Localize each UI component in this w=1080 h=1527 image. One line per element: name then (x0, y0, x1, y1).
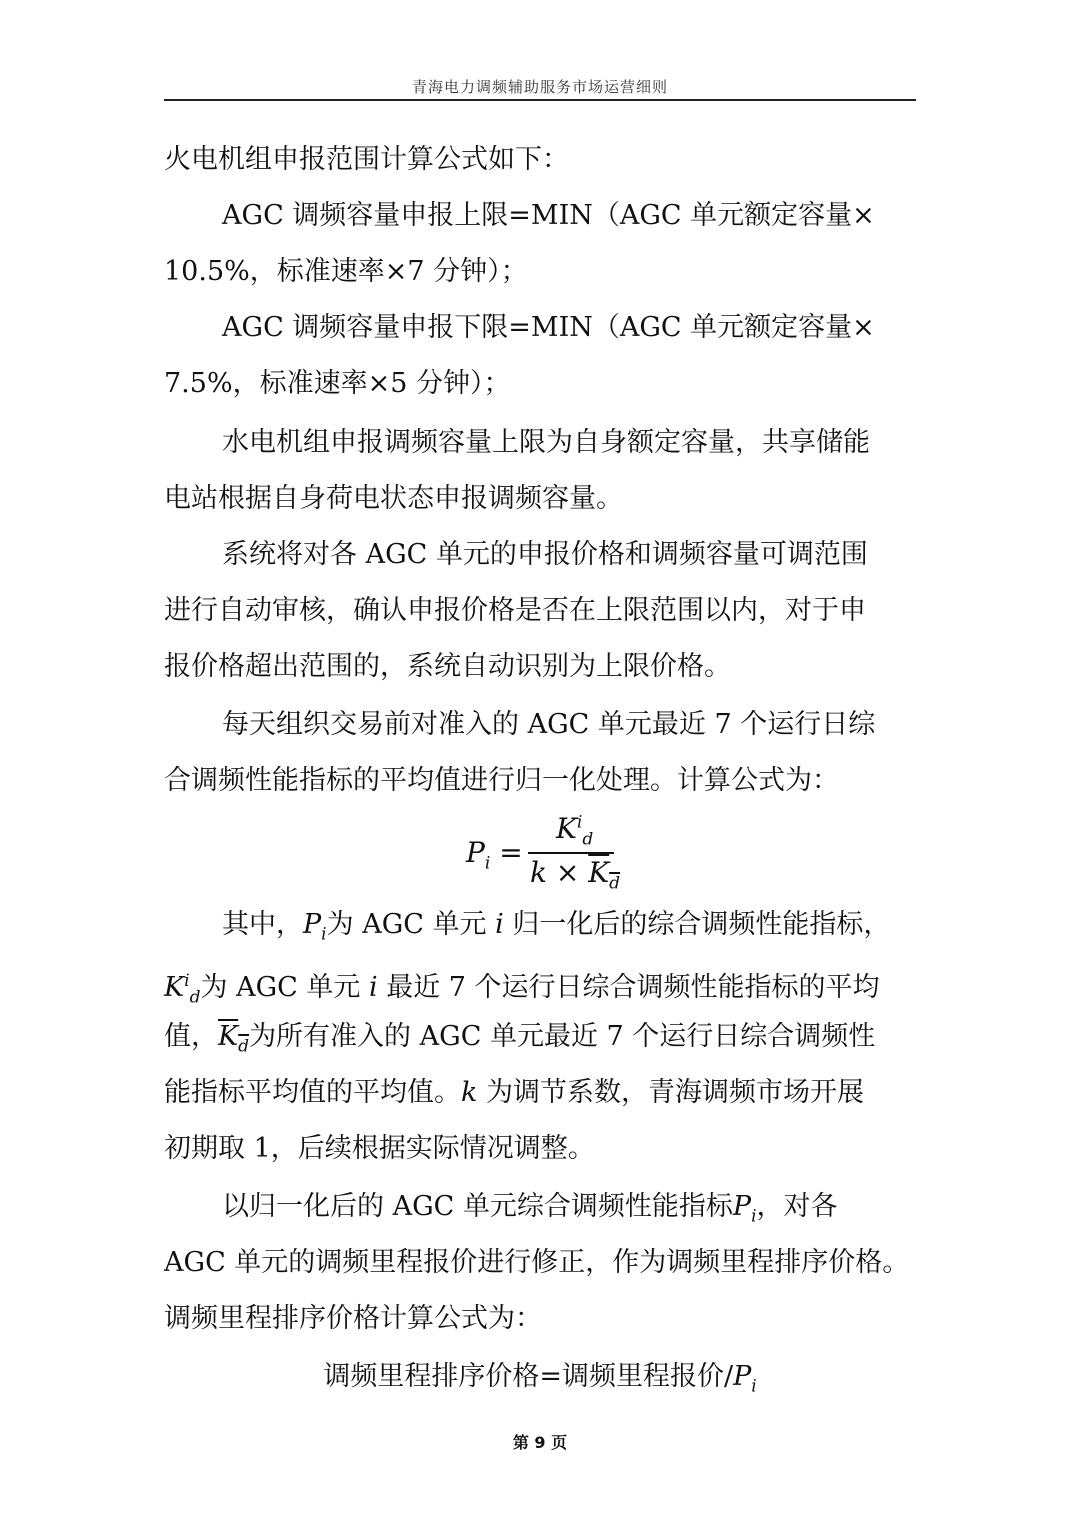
formula-lhs: $P_i$ = (466, 836, 523, 874)
paragraph-line: 能指标平均值的平均值。k 为调节系数，青海调频市场开展 (164, 1077, 864, 1108)
formula-numerator: $K^i_d$ (556, 812, 594, 850)
paragraph-line: 调频里程排序价格计算公式为： (164, 1303, 542, 1334)
paragraph-line: 其中，$P_i$为 AGC 单元 i 归一化后的综合调频性能指标， (222, 909, 891, 945)
paragraph-line: 进行自动审核，确认申报价格是否在上限范围以内，对于申 (164, 595, 866, 626)
paragraph-line: 7.5%，标准速率×5 分钟）； (164, 368, 511, 399)
paragraph-line: 合调频性能指标的平均值进行归一化处理。计算公式为： (164, 765, 839, 796)
paragraph-line: $K^i_d$为 AGC 单元 i 最近 7 个运行日综合调频性能指标的平均 (164, 971, 880, 1008)
paragraph-line: 以归一化后的 AGC 单元综合调频性能指标$P_i$，对各 (222, 1191, 838, 1227)
paragraph-line: 10.5%，标准速率×7 分钟）； (164, 256, 528, 287)
paragraph-line: 水电机组申报调频容量上限为自身额定容量，共享储能 (222, 427, 870, 458)
paragraph-line: 系统将对各 AGC 单元的申报价格和调频容量可调范围 (222, 539, 868, 570)
header-rule (164, 99, 916, 101)
page-header-title: 青海电力调频辅助服务市场运营细则 (411, 78, 668, 96)
paragraph-line: 初期取 1，后续根据实际情况调整。 (164, 1133, 595, 1164)
paragraph-line: 值，$K_d$为所有准入的 AGC 单元最近 7 个运行日综合调频性 (164, 1021, 876, 1057)
paragraph-line: 电站根据自身荷电状态申报调频容量。 (164, 483, 623, 514)
fraction-bar (528, 852, 614, 854)
paragraph-line: 报价格超出范围的，系统自动识别为上限价格。 (164, 651, 731, 682)
ranking-price-formula: 调频里程排序价格=调频里程报价$/P_i$ (323, 1361, 757, 1397)
normalization-formula (0, 812, 1080, 892)
paragraph-line: AGC 调频容量申报下限=MIN（AGC 单元额定容量× (222, 312, 875, 343)
paragraph-line: AGC 调频容量申报上限=MIN（AGC 单元额定容量× (222, 200, 875, 231)
paragraph-line: AGC 单元的调频里程报价进行修正，作为调频里程排序价格。 (164, 1247, 910, 1278)
paragraph-line: 火电机组申报范围计算公式如下： (164, 144, 569, 175)
formula-denominator: $k \times K_d$ (530, 856, 621, 894)
paragraph-line: 每天组织交易前对准入的 AGC 单元最近 7 个运行日综 (222, 709, 876, 740)
page-number: 第 9 页 (512, 1433, 568, 1452)
